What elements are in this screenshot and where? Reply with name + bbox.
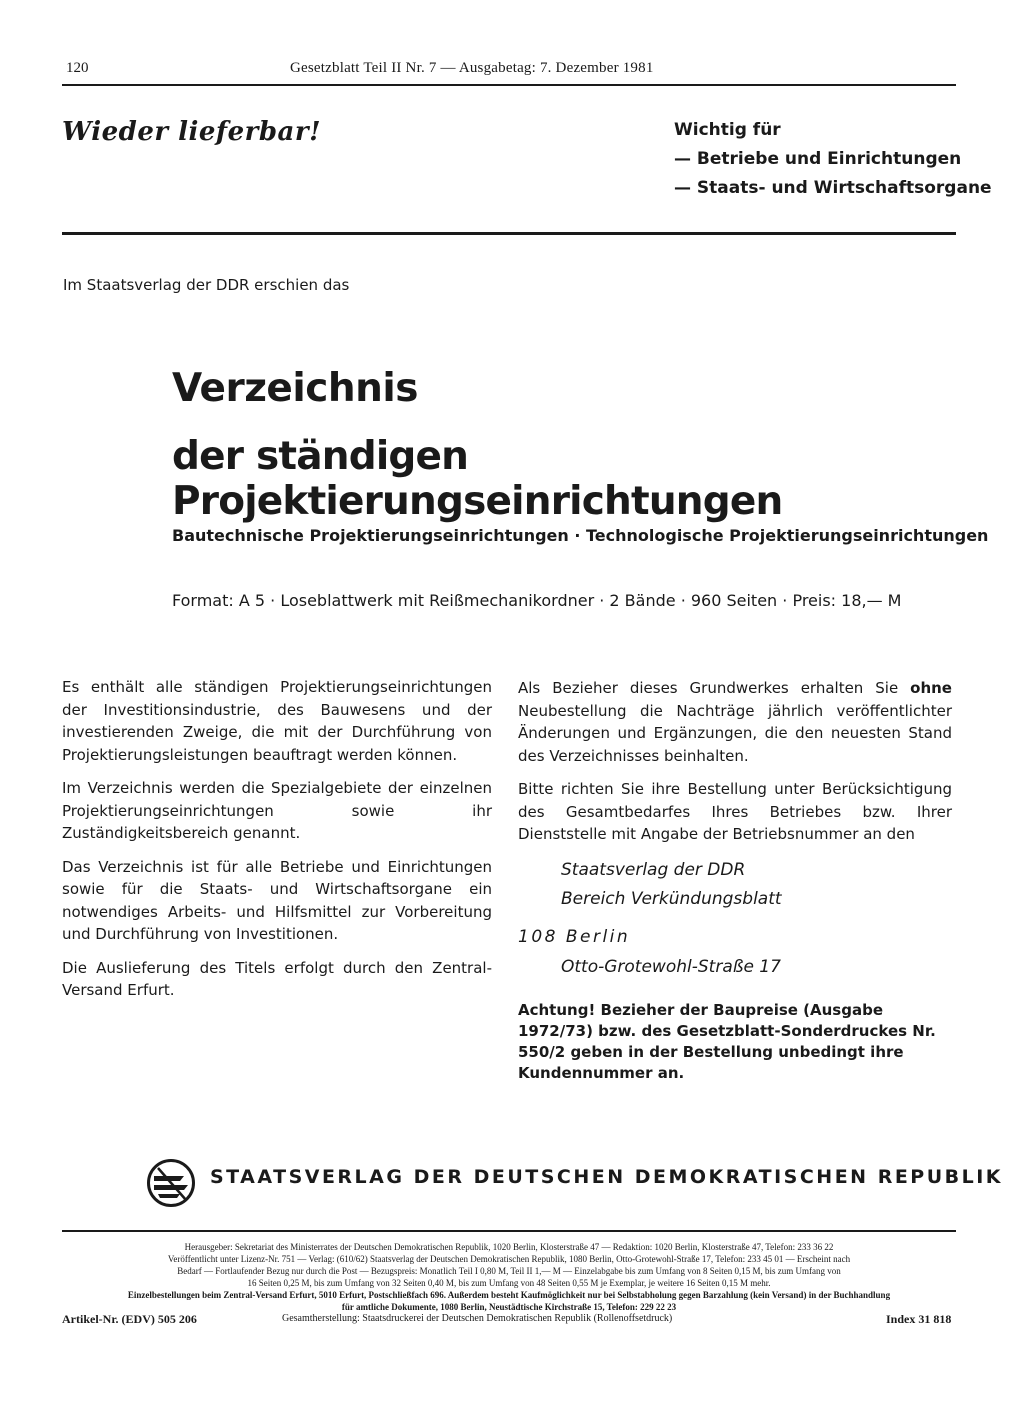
banner-rule bbox=[62, 232, 956, 235]
banner-audience bbox=[674, 116, 992, 203]
imprint-line: Herausgeber: Sekretariat des Ministerrates der Deutschen Demokratischen Republik, 1020 Berlin, Klosterstraße 47 — Redaktion: 1020 Berlin, Klosterstraße 47, Telefon: 233 36 22 bbox=[184, 1242, 834, 1252]
article-number: Artikel-Nr. (EDV) 505 206 bbox=[62, 1312, 197, 1326]
imprint bbox=[62, 1241, 956, 1313]
running-header: Gesetzblatt Teil II Nr. 7 — Ausgabetag: 7. Dezember 1981 bbox=[290, 60, 654, 76]
banner-audience-line: Wichtig für bbox=[674, 120, 781, 140]
imprint-rule bbox=[62, 1230, 956, 1232]
imprint-line: Veröffentlicht unter Lizenz-Nr. 751 — Verlag: (610/62) Staatsverlag der Deutschen Demokratischen Republik, 1080 Berlin, Otto-Grotewohl-Straße 17, Telefon: 233 45 01 — Erscheint nach bbox=[167, 1254, 851, 1264]
subscription-paragraph bbox=[518, 677, 952, 767]
description-paragraph: Das Verzeichnis ist für alle Betriebe und Einrichtungen sowie für die Staats- und Wirtschaftsorgane ein notwendiges Arbeits- und Hilfsmittel zur Vorbereitung und Durchführung von Investitionen. bbox=[62, 857, 492, 943]
book-format: Format: A 5 · Loseblattwerk mit Reißmechanikordner · 2 Bände · 960 Seiten · Preis: 18,— M bbox=[172, 591, 902, 610]
ordering-column bbox=[518, 677, 952, 857]
address-publisher: Staatsverlag der DDR bbox=[561, 860, 746, 880]
subscription-text: Als Bezieher dieses Grundwerkes erhalten Sie bbox=[518, 679, 899, 697]
imprint-line: für amtliche Dokumente, 1080 Berlin, Neustädtische Kirchstraße 15, Telefon: 229 22 23 bbox=[341, 1302, 677, 1312]
address-street: Otto-Grotewohl-Straße 17 bbox=[561, 957, 781, 977]
address-department: Bereich Verkündungsblatt bbox=[561, 889, 782, 909]
description-paragraph: Die Auslieferung des Titels erfolgt durch den Zentral-Versand Erfurt. bbox=[62, 958, 492, 999]
imprint-line: Bedarf — Fortlaufender Bezug nur durch die Post — Bezugspreis: Monatlich Teil I 0,80 M, Teil II 1,— M — Einzelabgabe bis zum Umfang von 8 Seiten 0,15 M, bis zum Umfang von bbox=[177, 1266, 841, 1276]
imprint-line: Einzelbestellungen beim Zentral-Versand Erfurt, 5010 Erfurt, Postschließfach 696. Außerdem besteht Kaufmöglichkeit nur bei Selbstabholung gegen Barzahlung (kein Versand) in der Buchhandlung bbox=[127, 1290, 891, 1300]
page-number: 120 bbox=[66, 60, 89, 76]
order-address bbox=[561, 856, 782, 914]
order-instructions: Bitte richten Sie ihre Bestellung unter Berücksichtigung des Gesamtbedarfes Ihres Betriebes bzw. Ihrer Dienststelle mit Angabe der Betriebsnummer an den bbox=[518, 780, 952, 843]
banner-slogan: Wieder lieferbar! bbox=[62, 117, 321, 147]
description-paragraph: Im Verzeichnis werden die Spezialgebiete der einzelnen Projektierungseinrichtungen sowie ihr Zuständigkeitsbereich genannt. bbox=[62, 779, 492, 842]
banner-audience-line: — Betriebe und Einrichtungen bbox=[674, 149, 962, 169]
description-column bbox=[62, 676, 492, 1013]
subscription-emphasis: ohne bbox=[910, 679, 952, 697]
header-rule bbox=[62, 84, 956, 86]
publisher-name: STAATSVERLAG DER DEUTSCHEN DEMOKRATISCHEN REPUBLIK bbox=[210, 1166, 1004, 1188]
index-number: Index 31 818 bbox=[886, 1312, 952, 1326]
description-paragraph: Es enthält alle ständigen Projektierungseinrichtungen der Investitionsindustrie, des Bauwesens und der investierenden Zweige, die mit der Durchführung von Projektierungsleistungen beauftragt werden können. bbox=[62, 678, 492, 764]
book-title-line-2: der ständigen Projektierungseinrichtungen bbox=[172, 434, 783, 524]
printer-credit: Gesamtherstellung: Staatsdruckerei der Deutschen Demokratischen Republik (Rollenoffsetdruck) bbox=[282, 1313, 673, 1324]
imprint-line: 16 Seiten 0,25 M, bis zum Umfang von 32 Seiten 0,40 M, bis zum Umfang von 48 Seiten 0,55 M je Exemplar, je weitere 16 Seiten 0,15 M mehr. bbox=[247, 1278, 771, 1288]
banner-audience-line: — Staats- und Wirtschaftsorgane bbox=[674, 178, 992, 198]
book-title-line-1: Verzeichnis bbox=[172, 366, 418, 411]
intro-text: Im Staatsverlag der DDR erschien das bbox=[63, 276, 350, 294]
customer-notice: Achtung! Bezieher der Baupreise (Ausgabe 1972/73) bzw. des Gesetzblatt-Sonderdruckes Nr. 550/2 geben in der Bestellung unbedingt ihre Kundennummer an. bbox=[518, 1001, 936, 1082]
staatsverlag-logo-icon bbox=[146, 1158, 196, 1212]
subscription-text-cont: Neubestellung die Nachträge jährlich veröffentlichter Änderungen und Ergänzungen, die den neuesten Stand des Verzeichnisses beinhalten. bbox=[518, 701, 952, 765]
book-subtitle: Bautechnische Projektierungseinrichtungen · Technologische Projektierungseinrichtungen bbox=[172, 526, 989, 545]
address-city: 108 Berlin bbox=[518, 927, 631, 947]
